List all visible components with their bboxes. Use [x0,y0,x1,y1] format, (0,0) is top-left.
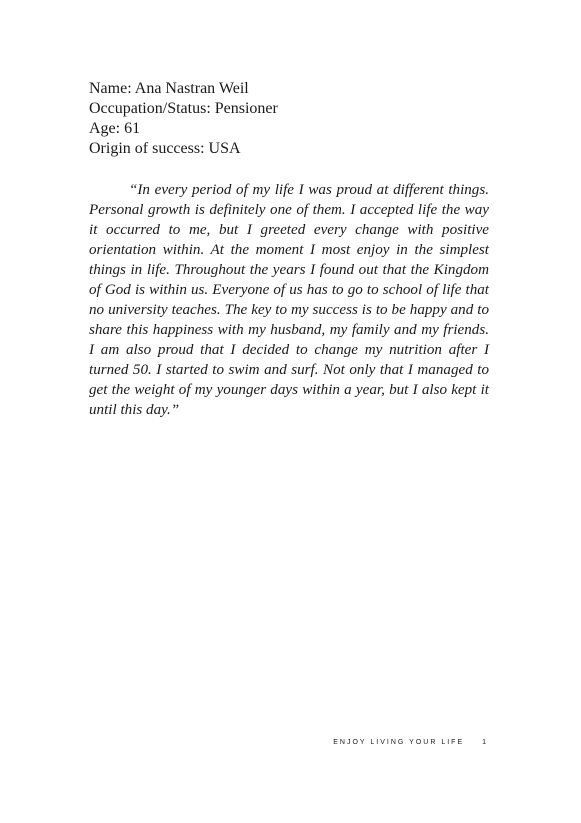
running-footer-title: ENJOY LIVING YOUR LIFE [333,739,465,746]
profile-name: Name: Ana Nastran Weil [89,80,249,97]
profile-occupation: Occupation/Status: Pensioner [89,100,278,117]
page-footer [333,739,486,746]
profile-age: Age: 61 [89,120,141,137]
testimonial-quote: “In every period of my life I was proud at different things. Personal growth is definitely one of them. I accepted life the way it occurred to me, but I greeted every change with positive orientation within. At the moment I most enjoy in the simplest things in life. Throughout the years I found out that the Kingdom of God is within us. Everyone of us has to go to school of life that no university teaches. The key to my success is to be happy and to share this happiness with my husband, my family and my friends. I am also proud that I decided to change my nutrition after I turned 50. I started to swim and surf. Not only that I managed to get the weight of my younger days within a year, but I also kept it until this day.” [89,182,489,418]
page-number: 1 [482,739,486,746]
profile-origin: Origin of success: USA [89,140,241,157]
profile-info [89,79,509,159]
